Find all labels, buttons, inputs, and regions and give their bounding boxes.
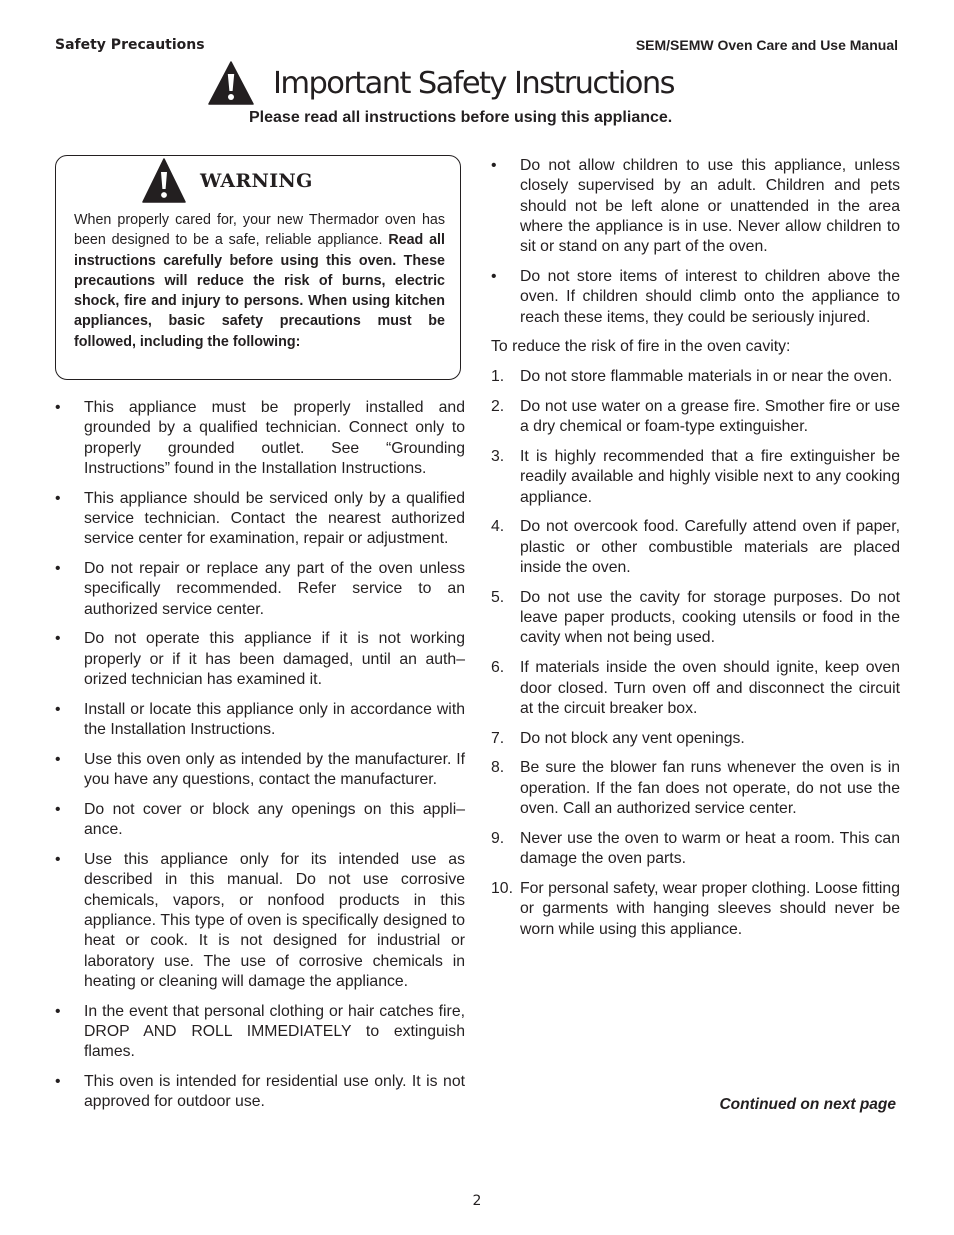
right-bullet-list (491, 156, 900, 328)
list-item-text: Do not allow children to use this appliance, unless closely supervised by an adult. Children and pets should not be left alone or unattended in the area where the appliance is in use. Never allow children to sit or stand on any part of the oven. (520, 157, 900, 256)
list-marker: • (55, 489, 61, 507)
list-marker: 4. (491, 518, 505, 536)
warning-intro: When properly cared for, your new Thermador oven has been designed to be a safe, reliable appliance. (74, 212, 445, 249)
list-marker: 10. (491, 879, 513, 897)
bullet-item (55, 700, 465, 741)
list-item-text: Be sure the blower fan runs whenever the oven is in operation. If the fan does not operate, do not use the oven. Call an authorized service center. (520, 759, 900, 818)
list-marker: 1. (491, 368, 505, 386)
page-number: 2 (472, 1193, 482, 1209)
bullet-item (55, 489, 465, 550)
list-item-text: Use this oven only as intended by the manufacturer. If you have any questions, contact the manufacturer. (84, 750, 465, 789)
list-marker: • (55, 750, 61, 768)
list-item-text: This appliance must be properly installed and grounded by a qualified technician. Connect only to properly grounded outlet. See “Grounding Instructions” found in the Installation Instructions. (84, 399, 465, 477)
numbered-item (491, 829, 900, 870)
warning-triangle-icon (208, 61, 254, 105)
list-marker: 7. (491, 729, 505, 747)
list-marker: 5. (491, 588, 505, 606)
bullet-item (55, 398, 465, 479)
list-marker: 6. (491, 659, 505, 677)
bullet-item (55, 750, 465, 791)
list-item-text: This appliance should be serviced only by a qualified service technician. Contact the nearest authorized service center for examination, repair or adjustment. (84, 489, 465, 548)
continued-note: Continued on next page (719, 1096, 896, 1113)
section-header: Safety Precautions (55, 37, 205, 53)
list-item-text: Do not block any vent openings. (520, 729, 745, 747)
list-item-text: Do not store flammable materials in or near the oven. (520, 368, 893, 386)
list-item-text: For personal safety, wear proper clothing. Loose fitting or garments with hanging sleeves should never be worn while using this appliance. (520, 879, 900, 938)
list-item-text: Use this appliance only for its intended use as described in this manual. Do not use corrosive chemicals, vapors, or nonfood products in this appliance. This type of oven is specifically designed to heat or cook. It is not designed for industrial or laboratory use. The use of corrosive chemicals in heating or cleaning will damage the appliance. (84, 851, 465, 990)
manual-title: SEM/SEMW Oven Care and Use Manual (635, 37, 898, 53)
left-bullet-list (55, 398, 465, 1122)
list-marker: • (491, 157, 497, 174)
list-item-text: It is highly recommended that a fire extinguisher be readily available and highly visible next to any cooking appliance. (520, 448, 900, 506)
numbered-item (491, 447, 900, 508)
numbered-item (491, 588, 900, 649)
title-block (208, 58, 674, 108)
numbered-item (491, 517, 900, 578)
page-title: Important Safety Instructions (273, 65, 674, 101)
bullet-item (55, 629, 465, 690)
bullet-item (55, 800, 465, 841)
list-item-text: Never use the oven to warm or heat a room. This can damage the oven parts. (520, 829, 900, 868)
list-item-text: Do not store items of interest to children above the oven. If children should climb onto the appliance to reach these items, they could be seriously injured. (520, 267, 900, 326)
list-item-text: Do not cover or block any openings on this appli–ance. (84, 801, 465, 839)
page-subtitle: Please read all instructions before using this appliance. (249, 109, 673, 126)
warning-emphasis: Read all instructions carefully before using this oven. These precautions will reduce the risk of burns, electric shock, fire and injury to persons. When using kitchen appliances, basic safety precautions must be followed, including the following: (74, 232, 445, 350)
list-item-text: Install or locate this appliance only in accordance with the Installation Instructions. (84, 700, 465, 739)
list-item-text: This oven is intended for residential use only. It is not approved for outdoor use. (84, 1073, 465, 1111)
list-marker: • (55, 801, 61, 819)
warning-text (74, 210, 445, 352)
warning-triangle-icon (142, 158, 186, 203)
fire-risk-intro: To reduce the risk of fire in the oven cavity: (491, 338, 791, 356)
fire-risk-list (491, 367, 900, 940)
list-marker: • (55, 1073, 61, 1091)
list-item-text: Do not operate this appliance if it is not working properly or if it has been damaged, until an auth–orized technician has examined it. (84, 630, 465, 689)
list-marker: • (55, 399, 61, 416)
list-marker: 2. (491, 397, 505, 415)
bullet-item (491, 156, 900, 257)
bullet-item (55, 1072, 465, 1113)
bullet-item (55, 559, 465, 620)
list-item-text: Do not use water on a grease fire. Smother fire or use a dry chemical or foam-type extinguisher. (520, 397, 900, 436)
right-column (491, 156, 900, 949)
list-item-text: Do not use the cavity for storage purposes. Do not leave paper products, cooking utensils or food in the cavity when not being used. (520, 588, 900, 647)
list-marker: 3. (491, 448, 505, 466)
list-marker: • (55, 630, 61, 648)
list-marker: 8. (491, 759, 505, 777)
list-marker: • (55, 560, 61, 578)
numbered-item (491, 758, 900, 819)
list-marker: • (55, 851, 61, 869)
bullet-item (55, 1002, 465, 1063)
list-item-text: If materials inside the oven should ignite, keep oven door closed. Turn oven off and disconnect the circuit at the circuit breaker box. (520, 659, 900, 717)
numbered-item (491, 397, 900, 438)
bullet-item (491, 267, 900, 328)
warning-box (55, 155, 461, 380)
list-item-text: In the event that personal clothing or hair catches fire, DROP AND ROLL IMMEDIATELY to extinguish flames. (84, 1002, 465, 1061)
bullet-item (55, 850, 465, 992)
list-marker: • (491, 267, 497, 285)
list-marker: • (55, 700, 61, 718)
numbered-item (491, 879, 900, 940)
numbered-item (491, 729, 900, 749)
list-marker: 9. (491, 829, 505, 847)
list-item-text: Do not repair or replace any part of the oven unless specifically recommended. Refer service to an authorized service center. (84, 560, 465, 618)
list-marker: • (55, 1002, 61, 1020)
warning-title: WARNING (200, 169, 313, 192)
numbered-item (491, 367, 900, 387)
numbered-item (491, 658, 900, 719)
warning-heading (142, 158, 313, 203)
list-item-text: Do not overcook food. Carefully attend oven if paper, plastic or other combustible materials are placed inside the oven. (520, 518, 900, 577)
